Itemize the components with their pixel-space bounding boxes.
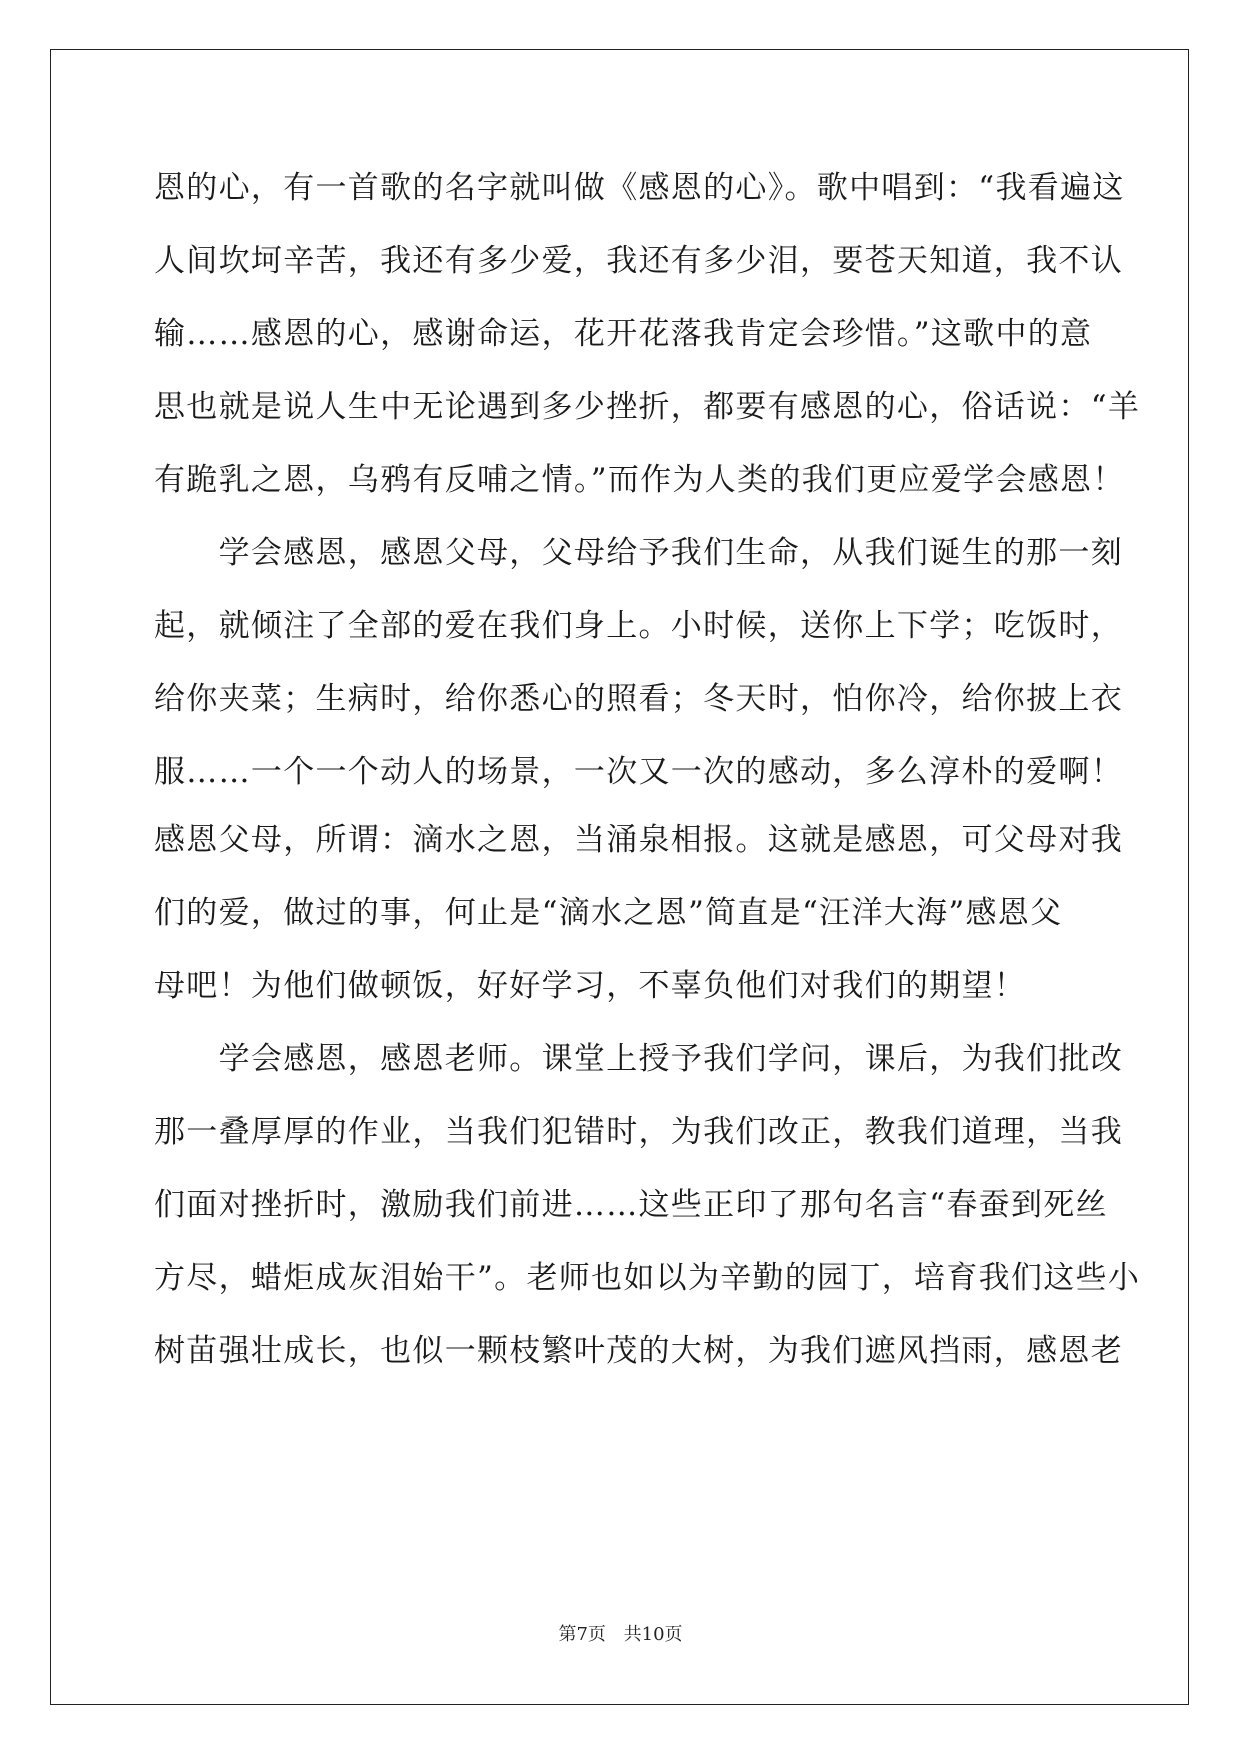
- text-line: 人间坎坷辛苦，我还有多少爱，我还有多少泪，要苍天知道，我不认: [154, 243, 1123, 279]
- text-line: 母吧！为他们做顿饭，好好学习，不辜负他们对我们的期望！: [154, 968, 1027, 1004]
- text-line: 树苗强壮成长，也似一颗枝繁叶茂的大树，为我们遮风挡雨，感恩老: [154, 1333, 1123, 1369]
- page-border: [50, 49, 1189, 1705]
- page-footer: [0, 1620, 1241, 1646]
- text-line: 服……一个一个动人的场景，一次又一次的感动，多么淳朴的爱啊！: [154, 754, 1123, 790]
- text-line: 有跪乳之恩，乌鸦有反哺之情。”而作为人类的我们更应爱学会感恩！: [154, 462, 1125, 498]
- text-line: 学会感恩，感恩老师。课堂上授予我们学问，课后，为我们批改: [154, 1041, 1123, 1077]
- page-number: 第7页: [558, 1624, 606, 1645]
- text-line: 们的爱，做过的事，何止是“滴水之恩”简直是“汪洋大海”感恩父: [154, 895, 1063, 931]
- text-line: 学会感恩，感恩父母，父母给予我们生命，从我们诞生的那一刻: [154, 535, 1123, 571]
- text-line: 给你夹菜；生病时，给你悉心的照看；冬天时，怕你冷，给你披上衣: [154, 681, 1123, 717]
- text-line: 感恩父母，所谓：滴水之恩，当涌泉相报。这就是感恩，可父母对我: [154, 822, 1123, 858]
- text-line: 起，就倾注了全部的爱在我们身上。小时候，送你上下学；吃饭时，: [154, 608, 1123, 644]
- page-total: 共10页: [623, 1624, 683, 1645]
- text-line: 输……感恩的心，感谢命运，花开花落我肯定会珍惜。”这歌中的意: [154, 316, 1093, 352]
- text-line: 那一叠厚厚的作业，当我们犯错时，为我们改正，教我们道理，当我: [154, 1114, 1123, 1150]
- text-line: 方尽，蜡炬成灰泪始干”。老师也如以为辛勤的园丁，培育我们这些小: [154, 1260, 1141, 1296]
- text-line: 思也就是说人生中无论遇到多少挫折，都要有感恩的心，俗话说：“羊: [154, 389, 1141, 425]
- text-line: 恩的心，有一首歌的名字就叫做《感恩的心》。歌中唱到：“我看遍这: [154, 170, 1125, 206]
- text-line: 们面对挫折时，激励我们前进……这些正印了那句名言“春蚕到死丝: [154, 1187, 1108, 1223]
